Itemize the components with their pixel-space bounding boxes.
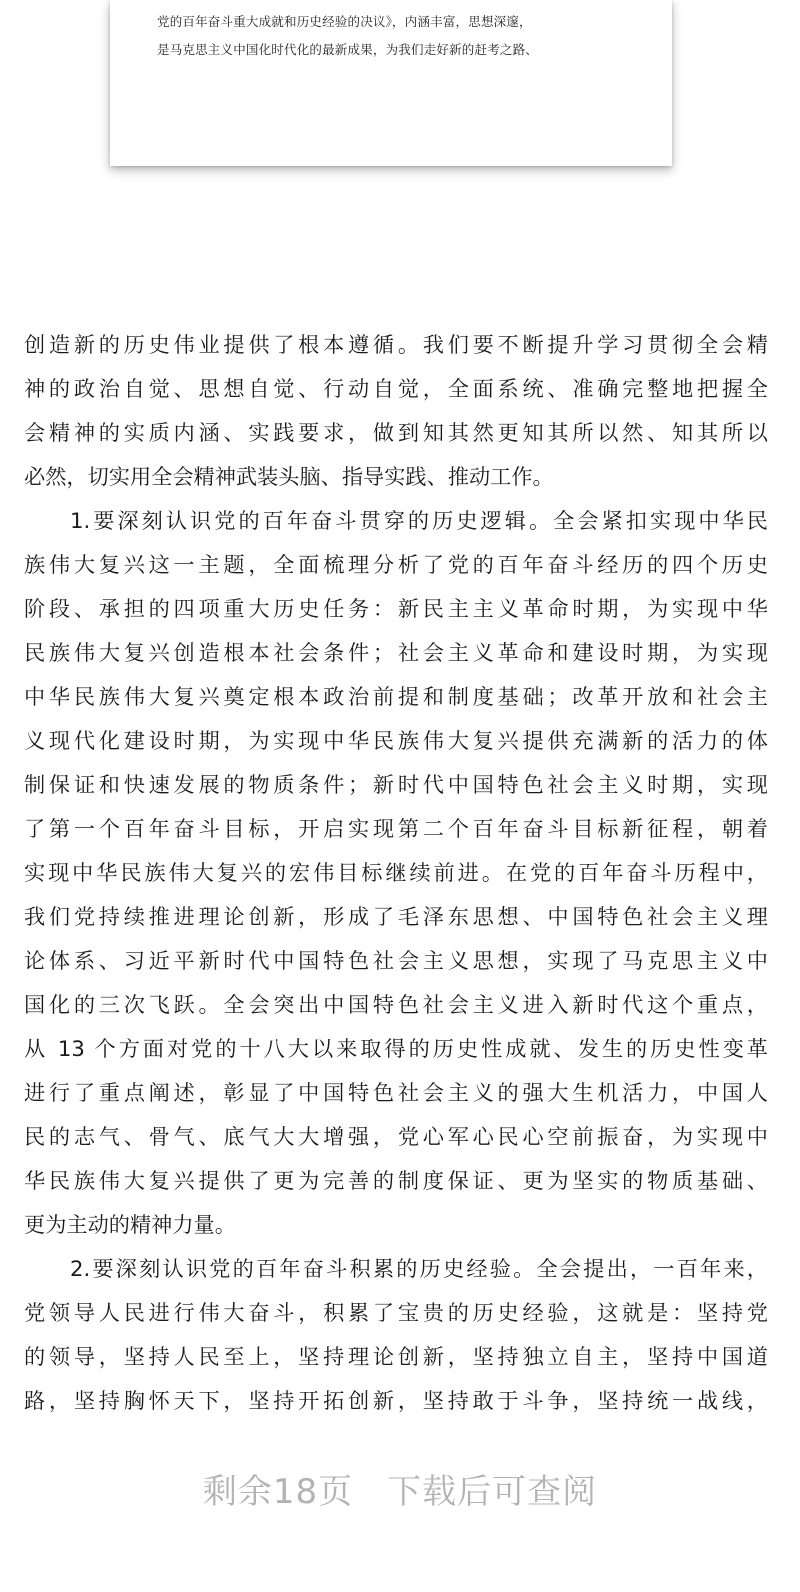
remaining-pages-bar[interactable] xyxy=(0,1468,800,1516)
text-line: 必然，切实用全会精神武装头脑、指导实践、推动工作。 xyxy=(24,464,554,489)
text-line: 路，坚持胸怀天下，坚持开拓创新，坚持敢于斗争，坚持统一战线， xyxy=(24,1388,768,1413)
text-line: 实现中华民族伟大复兴的宏伟目标继续前进。在党的百年奋斗历程中， xyxy=(24,860,768,885)
text-line: 进行了重点阐述，彰显了中国特色社会主义的强大生机活力，中国人 xyxy=(24,1080,768,1105)
previous-page-preview xyxy=(110,0,672,166)
text-line: 的领导，坚持人民至上，坚持理论创新，坚持独立自主，坚持中国道 xyxy=(24,1344,768,1369)
text-line: 会精神的实质内涵、实践要求，做到知其然更知其所以然、知其所以 xyxy=(24,420,768,445)
remaining-pages-link[interactable] xyxy=(203,1468,597,1516)
text-line: 更为主动的精神力量。 xyxy=(24,1212,236,1237)
text-line: 1.要深刻认识党的百年奋斗贯穿的历史逻辑。全会紧扣实现中华民 xyxy=(70,508,768,533)
text-line: 民的志气、骨气、底气大大增强，党心军心民心空前振奋，为实现中 xyxy=(24,1124,768,1149)
document-body xyxy=(24,323,768,1423)
text-line: 我们党持续推进理论创新，形成了毛泽东思想、中国特色社会主义理 xyxy=(24,904,768,929)
text-line: 阶段、承担的四项重大历史任务：新民主主义革命时期，为实现中华 xyxy=(24,596,768,621)
paragraph xyxy=(24,1247,768,1423)
paragraph xyxy=(24,499,768,1247)
text-line: 义现代化建设时期，为实现中华民族伟大复兴提供充满新的活力的体 xyxy=(24,728,768,753)
text-line: 国化的三次飞跃。全会突出中国特色社会主义进入新时代这个重点， xyxy=(24,992,768,1017)
text-line: 制保证和快速发展的物质条件；新时代中国特色社会主义时期，实现 xyxy=(24,772,768,797)
text-line: 族伟大复兴这一主题，全面梳理分析了党的百年奋斗经历的四个历史 xyxy=(24,552,768,577)
text-line: 了第一个百年奋斗目标，开启实现第二个百年奋斗目标新征程，朝着 xyxy=(24,816,768,841)
text-line: 创造新的历史伟业提供了根本遵循。我们要不断提升学习贯彻全会精 xyxy=(24,332,768,357)
remaining-pages-count: 剩余18页 xyxy=(202,1472,354,1512)
text-line: 从 13 个方面对党的十八大以来取得的历史性成就、发生的历史性变革 xyxy=(24,1036,768,1061)
text-line: 民族伟大复兴创造根本社会条件；社会主义革命和建设时期，为实现 xyxy=(24,640,768,665)
paragraph xyxy=(24,323,768,499)
text-line: 华民族伟大复兴提供了更为完善的制度保证、更为坚实的物质基础、 xyxy=(24,1168,768,1193)
text-line: 神的政治自觉、思想自觉、行动自觉，全面系统、准确完整地把握全 xyxy=(24,376,768,401)
previous-page-line: 党的百年奋斗重大成就和历史经验的决议》，内涵丰富，思想深邃， xyxy=(157,14,532,29)
text-line: 党领导人民进行伟大奋斗，积累了宝贵的历史经验，这就是：坚持党 xyxy=(24,1300,768,1325)
download-hint: 下载后可查阅 xyxy=(387,1472,598,1512)
text-line: 2.要深刻认识党的百年奋斗积累的历史经验。全会提出，一百年来， xyxy=(70,1256,768,1281)
previous-page-line: 是马克思主义中国化时代化的最新成果，为我们走好新的赶考之路、 xyxy=(157,42,539,57)
text-line: 论体系、习近平新时代中国特色社会主义思想，实现了马克思主义中 xyxy=(24,948,768,973)
text-line: 中华民族伟大复兴奠定根本政治前提和制度基础；改革开放和社会主 xyxy=(24,684,768,709)
